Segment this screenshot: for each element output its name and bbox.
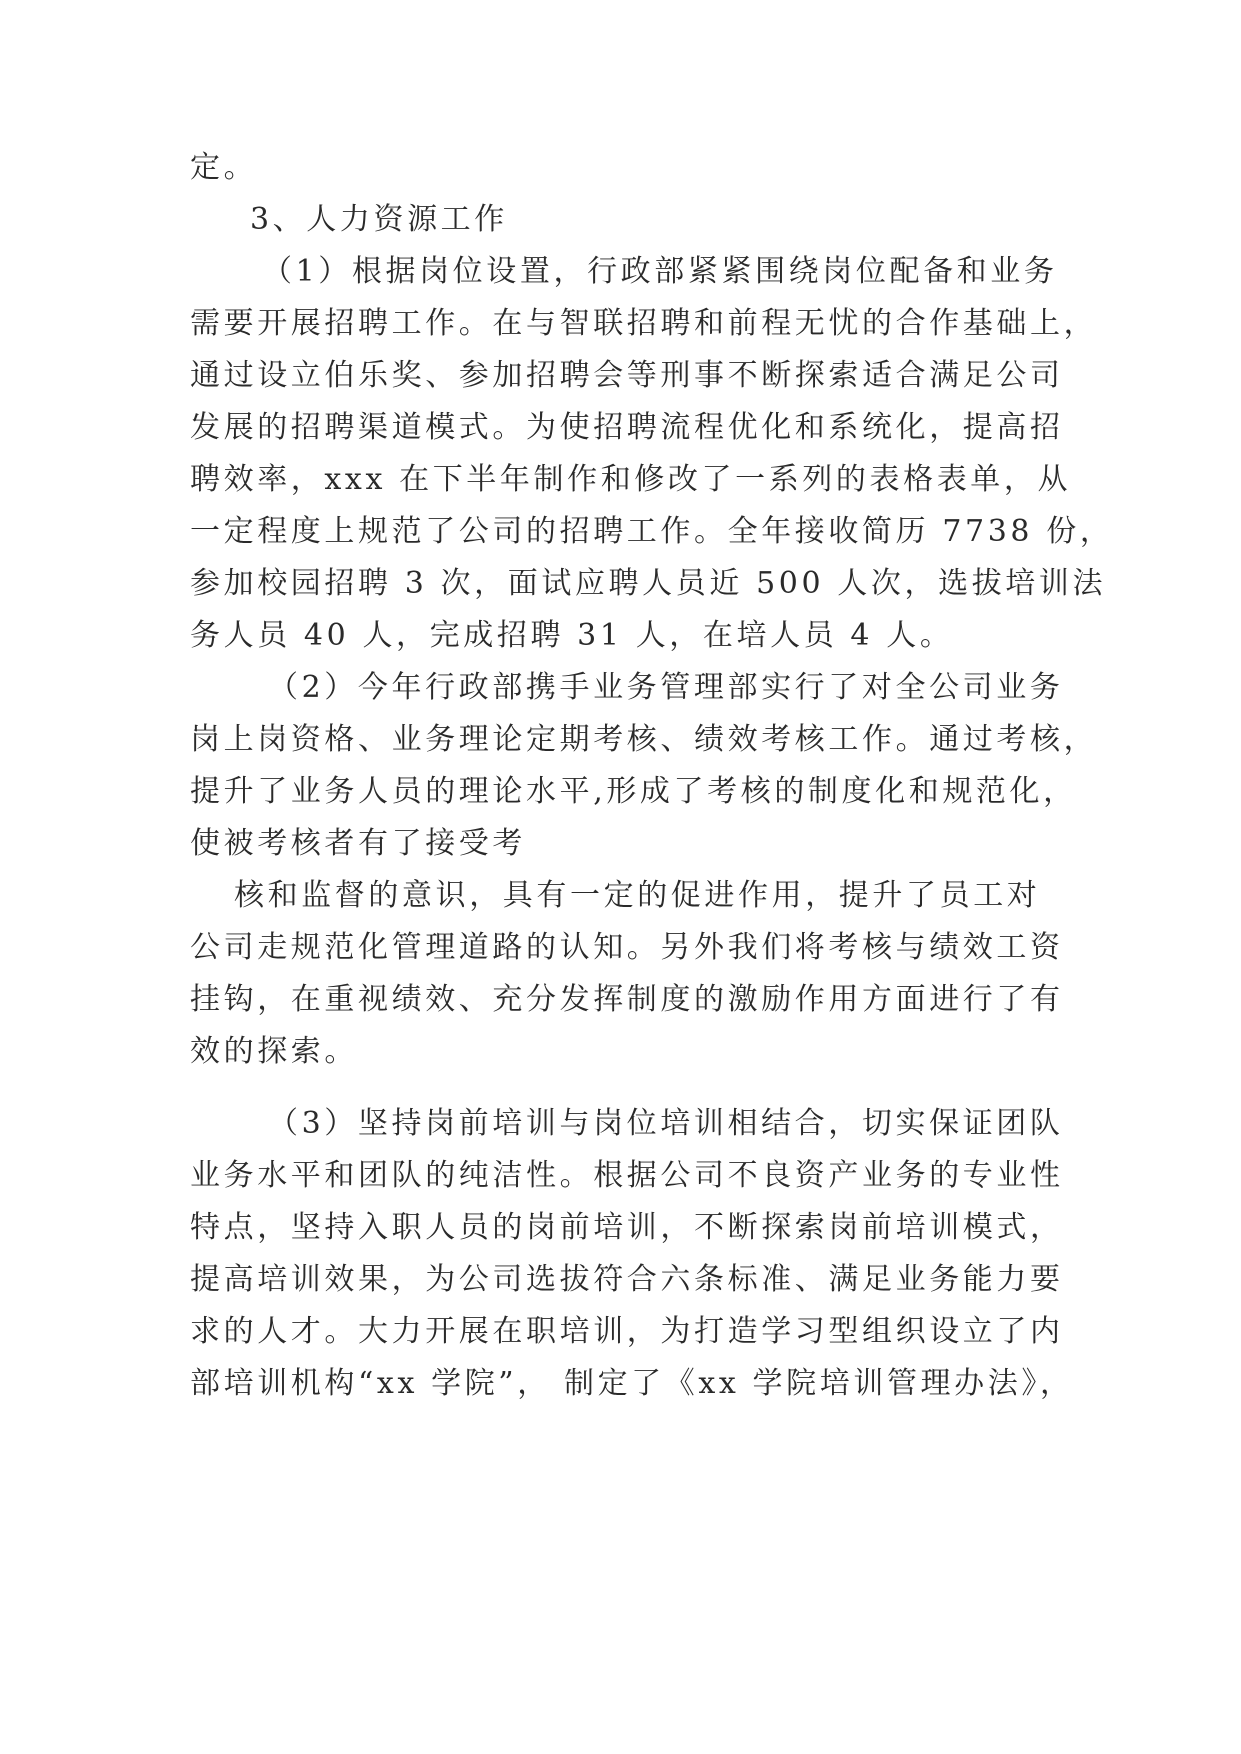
text-line: （2）今年行政部携手业务管理部实行了对全公司业务: [268, 670, 1064, 705]
text-line: （3）坚持岗前培训与岗位培训相结合，切实保证团队: [268, 1106, 1064, 1141]
text-line: 聘效率，xxx 在下半年制作和修改了一系列的表格表单，从: [190, 462, 1072, 497]
text-line: 公司走规范化管理道路的认知。另外我们将考核与绩效工资: [190, 930, 1064, 965]
text-line: 参加校园招聘 3 次，面试应聘人员近 500 人次，选拔培训法: [190, 566, 1107, 601]
text-line: 核和监督的意识，具有一定的促进作用，提升了员工对: [234, 878, 1041, 913]
text-line: 一定程度上规范了公司的招聘工作。全年接收简历 7738 份，: [190, 514, 1114, 549]
text-line: 提高培训效果，为公司选拔符合六条标准、满足业务能力要: [190, 1262, 1064, 1297]
section-heading: 3、人力资源工作: [250, 202, 508, 237]
text-line: 部培训机构“xx 学院”， 制定了《xx 学院培训管理办法》，: [190, 1366, 1074, 1401]
text-line: 挂钩，在重视绩效、充分发挥制度的激励作用方面进行了有: [190, 982, 1064, 1017]
text-line: 业务水平和团队的纯洁性。根据公司不良资产业务的专业性: [190, 1158, 1064, 1193]
text-line: （1）根据岗位设置，行政部紧紧围绕岗位配备和业务: [262, 254, 1058, 289]
text-line: 求的人才。大力开展在职培训，为打造学习型组织设立了内: [190, 1314, 1064, 1349]
text-line: 效的探索。: [190, 1034, 358, 1069]
text-line: 定。: [190, 150, 258, 185]
text-line: 通过设立伯乐奖、参加招聘会等刑事不断探索适合满足公司: [190, 358, 1064, 393]
text-line: 特点，坚持入职人员的岗前培训，不断探索岗前培训模式，: [190, 1210, 1064, 1245]
text-line: 发展的招聘渠道模式。为使招聘流程优化和系统化，提高招: [190, 410, 1064, 445]
text-line: 务人员 40 人，完成招聘 31 人，在培人员 4 人。: [190, 618, 954, 653]
text-line: 岗上岗资格、业务理论定期考核、绩效考核工作。通过考核，: [190, 722, 1098, 757]
text-line: 使被考核者有了接受考: [190, 826, 526, 861]
text-line: 提升了业务人员的理论水平,形成了考核的制度化和规范化，: [190, 774, 1077, 809]
text-line: 需要开展招聘工作。在与智联招聘和前程无忧的合作基础上，: [190, 306, 1098, 341]
